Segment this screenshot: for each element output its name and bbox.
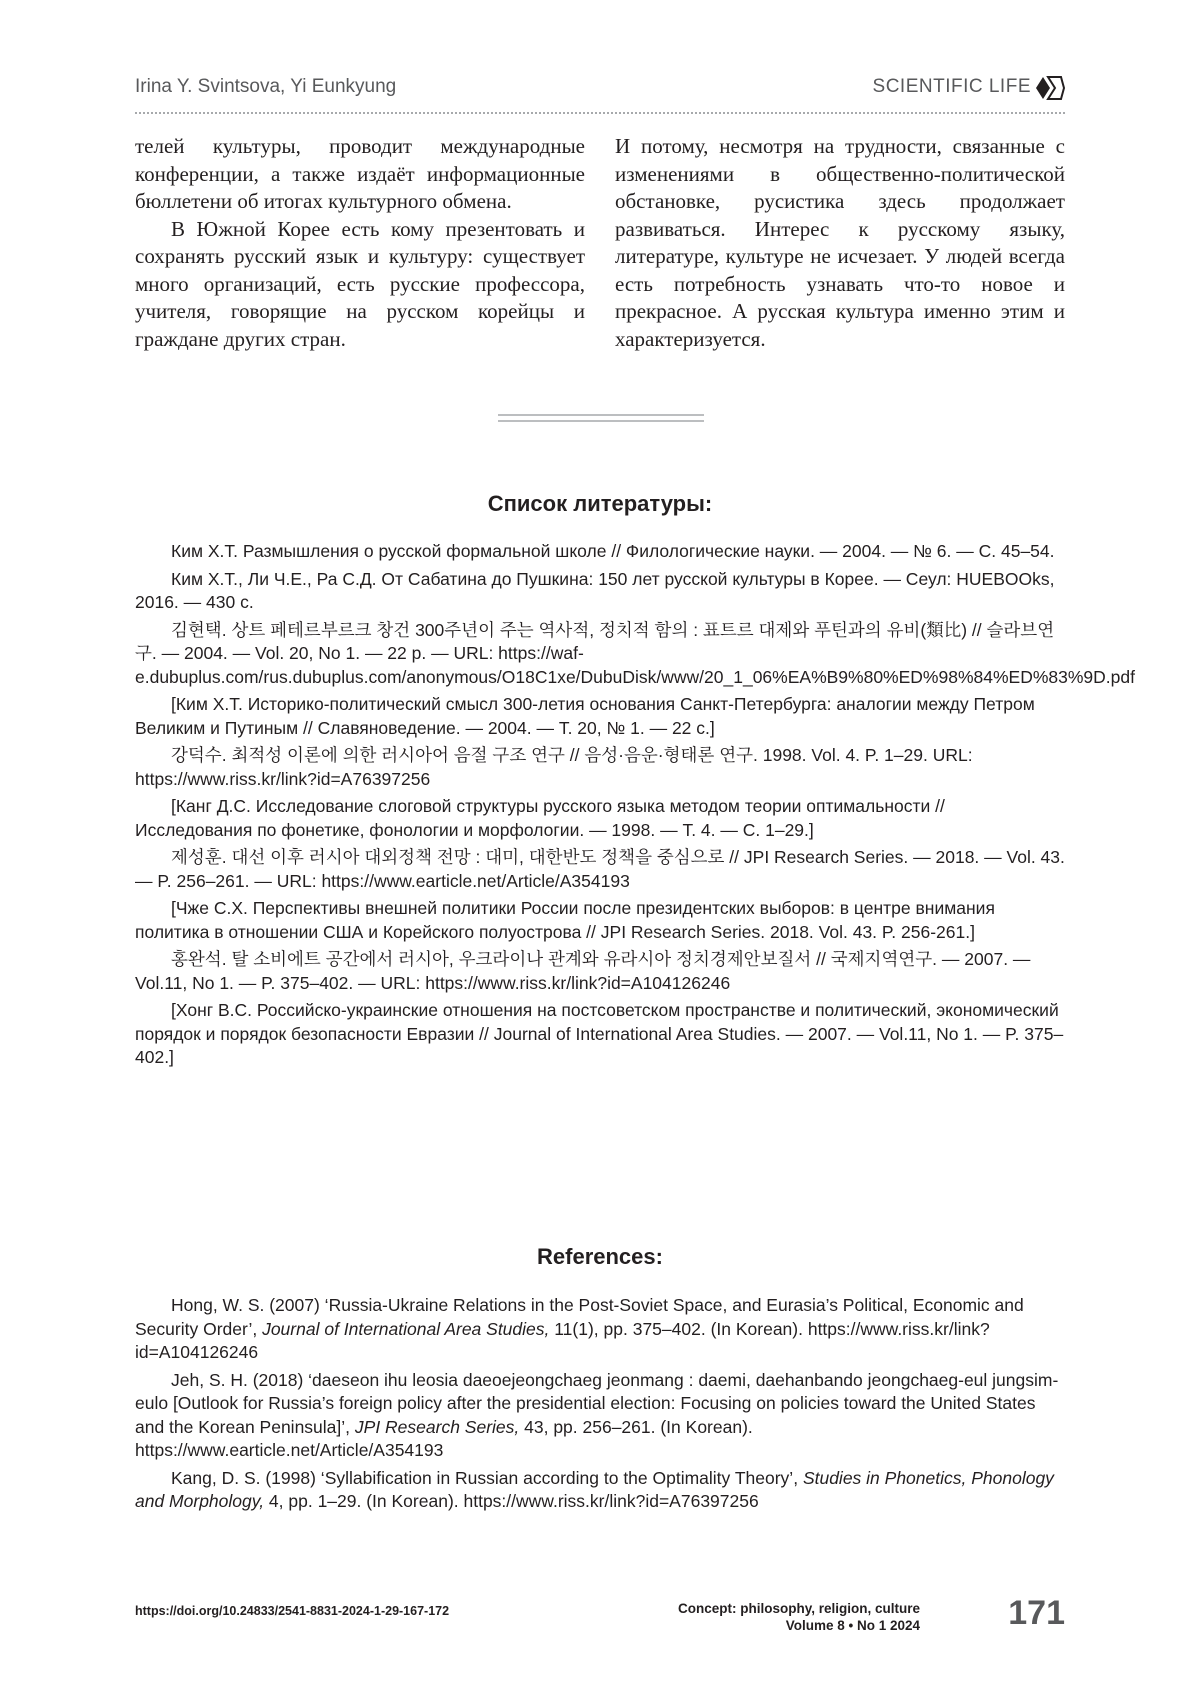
left-column	[135, 133, 585, 353]
reference-text: 11(1), pp. 375–402. (In Korean). https://www.riss.kr/link?id=A104126246	[135, 1318, 990, 1362]
literature-entry: [Хонг В.С. Российско-украинские отношения на постсоветском пространстве и политический, экономический порядок и порядок безопасности Евразии // Journal of International Area Studies. — 2007. — Vol.11, No 1. — P. 375–402.]	[135, 1000, 1064, 1067]
literature-entry: 제성훈. 대선 이후 러시아 대외정책 전망 : 대미, 대한반도 정책을 중심으로 // JPI Research Series. — 2018. — Vol. 43. — P. 256–261. — URL: https://www.earticle.net/Article/A354193	[135, 847, 1065, 891]
journal-logo-icon	[1035, 75, 1065, 101]
header-dotted-rule	[135, 112, 1065, 114]
body-paragraph: телей культуры, проводит международные конференции, а также издаёт информационные бюллетени об итогах культурного обмена.	[135, 134, 585, 213]
reference-text: Jeh, S. H. (2018) ‘daeseon ihu leosia daeoejeongchaeg jeonmang : daemi, daehanbando jeongchaeg-eul jungsim-eulo [Outlook for Russia’s foreign policy after the presidential election: Focusing on policies toward the United States and the Korean Peninsula]’,	[135, 1369, 1059, 1437]
reference-source-title: Journal of International Area Studies,	[262, 1318, 550, 1339]
literature-entry: 홍완석. 탈 소비에트 공간에서 러시아, 우크라이나 관계와 유라시아 정치경제안보질서 // 국제지역연구. — 2007. — Vol.11, No 1. — P. 375–402. — URL: https://www.riss.kr/link?id=A104126246	[135, 949, 1031, 993]
body-paragraph: И потому, несмотря на трудности, связанные с изменениями в общественно-политической обстановке, русистика здесь продолжает развиваться. Интерес к русскому языку, литературе, культуре не исчезает. У людей всегда есть потребность узнавать что-то новое и прекрасное. А русская культура именно этим и характеризуется.	[615, 134, 1065, 351]
section-divider	[498, 414, 704, 422]
page-number: 171	[1008, 1594, 1065, 1632]
literature-entry: Ким Х.Т. Размышления о русской формальной школе // Филологические науки. — 2004. — № 6. — С. 45–54.	[171, 541, 1055, 561]
literature-entry: [Ким Х.Т. Историко-политический смысл 300-летия основания Санкт-Петербурга: аналогии между Петром Великим и Путиным // Славяноведение. — 2004. — Т. 20, № 1. — 22 с.]	[135, 694, 1035, 738]
literature-entry: 강덕수. 최적성 이론에 의한 러시아어 음절 구조 연구 // 음성·음운·형태론 연구. 1998. Vol. 4. P. 1–29. URL: https://www.riss.kr/link?id=A76397256	[135, 745, 973, 789]
journal-volume: Volume 8 • No 1 2024	[785, 1618, 920, 1633]
literature-heading: Список литературы:	[487, 491, 713, 516]
journal-title: Concept: philosophy, religion, culture	[677, 1601, 920, 1616]
literature-entry: Ким Х.Т., Ли Ч.Е., Ра С.Д. От Сабатина до Пушкина: 150 лет русской культуры в Корее. — Сеул: HUEBOOks, 2016. — 430 с.	[135, 568, 1055, 612]
footer-doi-link[interactable]: https://doi.org/10.24833/2541-8831-2024-1-29-167-172	[135, 1604, 450, 1618]
literature-entry: [Канг Д.С. Исследование слоговой структуры русского языка методом теории оптимальности // Исследования по фонетике, фонологии и морфологии. — 1998. — Т. 4. — С. 1–29.]	[135, 796, 945, 840]
right-column	[615, 133, 1065, 353]
reference-entry	[135, 1467, 1065, 1514]
literature-entry: [Чже С.Х. Перспективы внешней политики России после президентских выборов: в центре внимания политика в отношении США и Корейского полуострова // JPI Research Series. 2018. Vol. 43. P. 256-261.]	[135, 898, 995, 942]
references-list	[135, 1294, 1065, 1518]
reference-text: 43, pp. 256–261. (In Korean). https://www.earticle.net/Article/A354193	[135, 1416, 753, 1460]
references-heading: References:	[537, 1244, 663, 1269]
literature-list	[135, 540, 1135, 1074]
reference-text: 4, pp. 1–29. (In Korean). https://www.riss.kr/link?id=A76397256	[264, 1491, 759, 1511]
reference-source-title: Studies in Phonetics, Phonology and Morphology,	[135, 1467, 1054, 1511]
literature-entry: 김현택. 상트 페테르부르크 창건 300주년이 주는 역사적, 정치적 함의 : 표트르 대제와 푸틴과의 유비(類比) // 슬라브연구. — 2004. — Vol. 20, No 1. — 22 p. — URL: https://waf-e.dubuplus.com/rus.dubuplus.com/anonymous/O18C1xe/DubuDisk/www/20_1_06%EA%B9%80%ED%98%84%ED%83%9D.pdf	[135, 619, 1135, 687]
body-paragraph: В Южной Корее есть кому презентовать и сохранять русский язык и культуру: существует много организаций, есть русские профессора, учителя, говорящие на русском корейцы и граждане других стран.	[135, 216, 585, 351]
reference-entry	[135, 1294, 1065, 1365]
footer-journal-info	[678, 1600, 920, 1634]
reference-text: Kang, D. S. (1998) ‘Syllabification in Russian according to the Optimality Theory’,	[171, 1467, 803, 1488]
page-footer	[135, 1594, 1065, 1650]
reference-source-title: JPI Research Series,	[354, 1416, 520, 1437]
reference-entry	[135, 1369, 1065, 1463]
header-section-title: SCIENTIFIC LIFE	[872, 76, 1031, 97]
body-text	[135, 133, 1065, 393]
reference-text: Hong, W. S. (2007) ‘Russia-Ukraine Relations in the Post-Soviet Space, and Eurasia’s Political, Economic and Security Order’,	[135, 1295, 1024, 1339]
running-header	[135, 76, 1065, 106]
header-authors: Irina Y. Svintsova, Yi Eunkyung	[135, 76, 397, 97]
